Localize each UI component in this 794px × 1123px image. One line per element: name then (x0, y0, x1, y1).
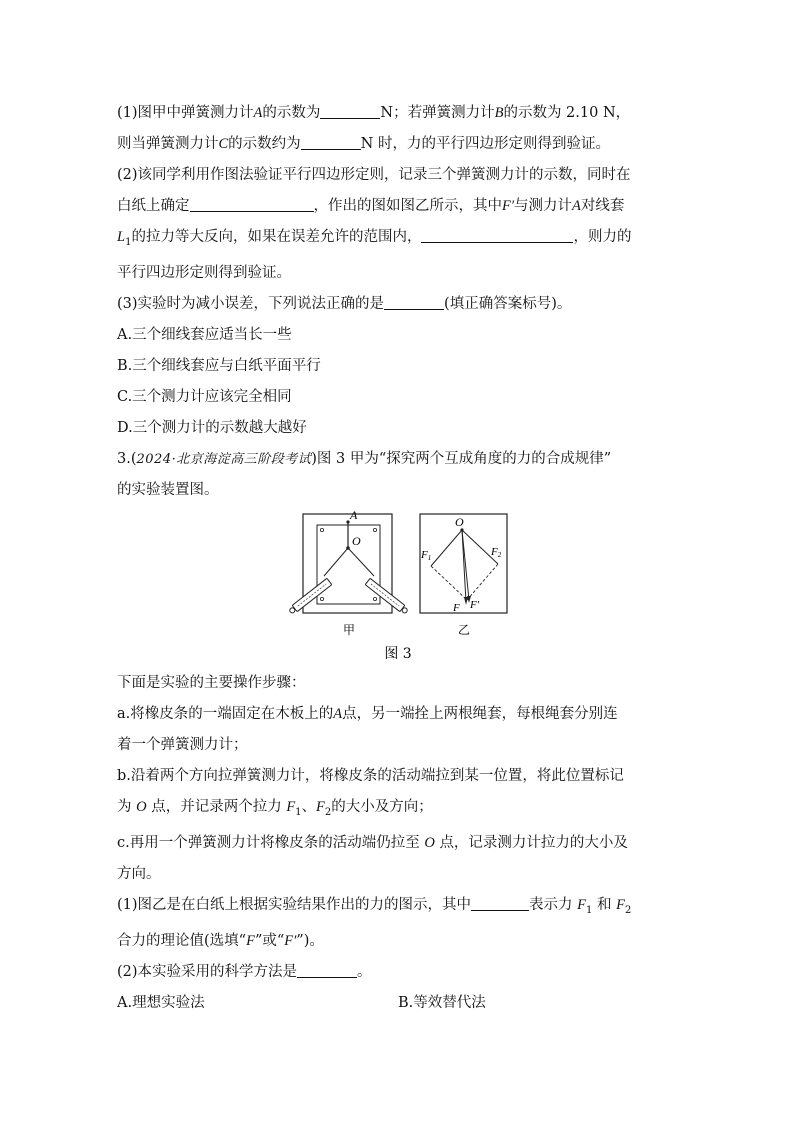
option-text: D.三个测力计的示数越大越好 (117, 419, 307, 436)
step-b-line-2 (117, 792, 679, 828)
var-F: F (316, 798, 325, 815)
text: ”)。 (296, 932, 324, 949)
text: 为 (117, 798, 132, 815)
label-jia: 甲 (343, 622, 356, 637)
option-text: C.三个测力计应该完全相同 (117, 388, 292, 405)
text: 的拉力等大反向，如果在误差允许的范围内， (131, 229, 422, 245)
text: 合力的理论值(选填“ (117, 932, 247, 949)
q2-line-4 (117, 258, 679, 289)
text: a.将橡皮条的一端固定在木板上的 (117, 705, 334, 722)
sub2-stem (117, 957, 679, 988)
apparatus-diagram (288, 508, 409, 637)
q3-stem (117, 289, 679, 320)
subscript: 2 (324, 806, 332, 818)
text: c.再用一个弹簧测力计将橡皮条的活动端仍拉至 (117, 834, 420, 851)
option-text: B.三个细线套应与白纸平面平行 (117, 357, 321, 374)
text: 的实验装置图。 (117, 481, 219, 498)
label-O: O (455, 514, 464, 529)
step-a-line-1 (117, 699, 679, 730)
text: b.沿着两个方向拉弹簧测力计，将橡皮条的活动端拉到某一位置，将此位置标记 (117, 767, 624, 784)
text: 白纸上确定 (117, 198, 190, 214)
steps-heading (117, 668, 679, 699)
sub2-option-b[interactable]: B.等效替代法 (398, 994, 486, 1011)
text: 着一个弹簧测力计； (117, 736, 248, 753)
text: N；若弹簧测力计 (380, 105, 495, 121)
subscript: 1 (586, 904, 593, 916)
vector-F1 (431, 530, 462, 566)
dashed-edge (431, 566, 467, 600)
var-F: F (616, 896, 625, 913)
pin (320, 528, 323, 531)
arrow-head (464, 597, 468, 605)
label-F: F (453, 601, 460, 614)
text: 平行四边形定则得到验证。 (117, 264, 291, 281)
text: 的示数约为 (228, 136, 301, 152)
step-a-line-2 (117, 730, 679, 761)
label-F-prime: F′ (470, 598, 480, 611)
string-left (324, 548, 348, 576)
text: 点，另一端拴上两根绳套，每根绳套分别连 (342, 705, 618, 722)
var-F-prime: F′ (502, 198, 515, 214)
figure-caption: 图 3 (384, 645, 412, 662)
subscript: 1 (125, 236, 132, 248)
answer-blank[interactable] (301, 135, 361, 151)
option-text: A.三个细线套应适当长一些 (117, 326, 292, 343)
answer-blank[interactable] (384, 294, 444, 310)
var-L: L (117, 229, 126, 245)
text: N 时，力的平行四边形定则得到验证。 (360, 136, 610, 152)
pin (373, 528, 376, 531)
var-F: F (286, 798, 296, 815)
sub2-options (117, 988, 679, 1019)
figure-3 (117, 508, 679, 668)
text: 的示数为 2.10 N， (503, 105, 631, 121)
label-F1: F1 (421, 548, 432, 562)
text: 方向。 (117, 865, 161, 882)
text: 的示数为 (262, 105, 321, 121)
var-A: A (253, 105, 263, 121)
problem-number: 3.( (117, 450, 137, 467)
text: ，则力的 (573, 229, 632, 245)
figure-3-drawing (117, 508, 679, 668)
text: 表示力 (529, 896, 573, 913)
label-O: O (352, 533, 361, 548)
label-A: A (350, 507, 358, 522)
dashed-edge (467, 564, 498, 600)
var-F: F (246, 932, 255, 949)
q1-line-1 (117, 98, 679, 129)
answer-blank[interactable] (320, 104, 380, 120)
text: (3)实验时为减小误差，下列说法正确的是 (117, 295, 385, 312)
q3-option-a[interactable] (117, 320, 679, 351)
pin (373, 597, 376, 600)
text: 的大小及方向； (331, 798, 433, 815)
text: )图 3 甲为“探究两个互成角度的力的合成规律” (311, 450, 612, 467)
var-C: C (218, 136, 229, 152)
q1-line-2 (117, 129, 679, 160)
spring-scale-right (365, 578, 409, 615)
q2-line-2 (117, 191, 679, 222)
sub1-line-1 (117, 890, 679, 926)
answer-blank[interactable] (421, 228, 573, 244)
q2-line-1 (117, 160, 679, 191)
answer-blank[interactable] (471, 895, 529, 911)
q3-option-d[interactable] (117, 413, 679, 444)
subscript: 1 (295, 806, 302, 818)
problem-source: 2024·北京海淀高三阶段考试 (136, 451, 312, 467)
var-F-prime: F′ (284, 932, 297, 949)
var-O: O (136, 798, 147, 815)
step-c-line-2 (117, 859, 679, 890)
sub2-option-a[interactable]: A.理想实验法 (117, 994, 205, 1011)
text: 、 (301, 798, 317, 815)
text: 对线套 (580, 198, 625, 214)
step-c-line-1 (117, 828, 679, 859)
force-diagram (420, 514, 507, 637)
var-O: O (424, 834, 435, 851)
text: (填正确答案标号)。 (444, 295, 572, 312)
text: 与测力计 (514, 198, 573, 214)
var-B: B (494, 105, 504, 121)
text: ”或“ (254, 932, 285, 949)
text: 则当弹簧测力计 (117, 136, 219, 152)
text: (2)本实验采用的科学方法是 (117, 963, 298, 980)
answer-blank[interactable] (297, 962, 357, 978)
text: 和 (597, 896, 612, 913)
document-page (117, 98, 679, 1019)
text: 点，记录测力计拉力的大小及 (439, 834, 628, 851)
pin (320, 597, 323, 600)
problem3-intro-1 (117, 444, 679, 475)
var-A: A (572, 198, 581, 214)
q2-line-3 (117, 222, 679, 258)
q3-option-b[interactable] (117, 351, 679, 382)
text: 点，并记录两个拉力 (151, 798, 282, 815)
string-right (348, 548, 374, 576)
answer-blank[interactable] (190, 197, 314, 213)
step-b-line-1 (117, 761, 679, 792)
q3-option-c[interactable] (117, 382, 679, 413)
var-F: F (577, 896, 587, 913)
text: (2)该同学利用作图法验证平行四边形定则，记录三个弹簧测力计的示数，同时在 (117, 167, 631, 183)
label-yi: 乙 (458, 622, 471, 637)
spring-scale-left (288, 578, 332, 615)
text: (1)图甲中弹簧测力计 (117, 105, 254, 121)
text: 。 (357, 963, 372, 980)
text: ，作出的图如图乙所示，其中 (313, 198, 502, 214)
subscript: 2 (624, 904, 632, 916)
var-A: A (333, 705, 343, 722)
problem3-intro-2 (117, 475, 679, 506)
label-F2: F2 (491, 545, 502, 559)
text: (1)图乙是在白纸上根据实验结果作出的力的图示，其中 (117, 896, 472, 913)
sub1-line-2 (117, 926, 679, 957)
text: 下面是实验的主要操作步骤： (117, 674, 306, 691)
